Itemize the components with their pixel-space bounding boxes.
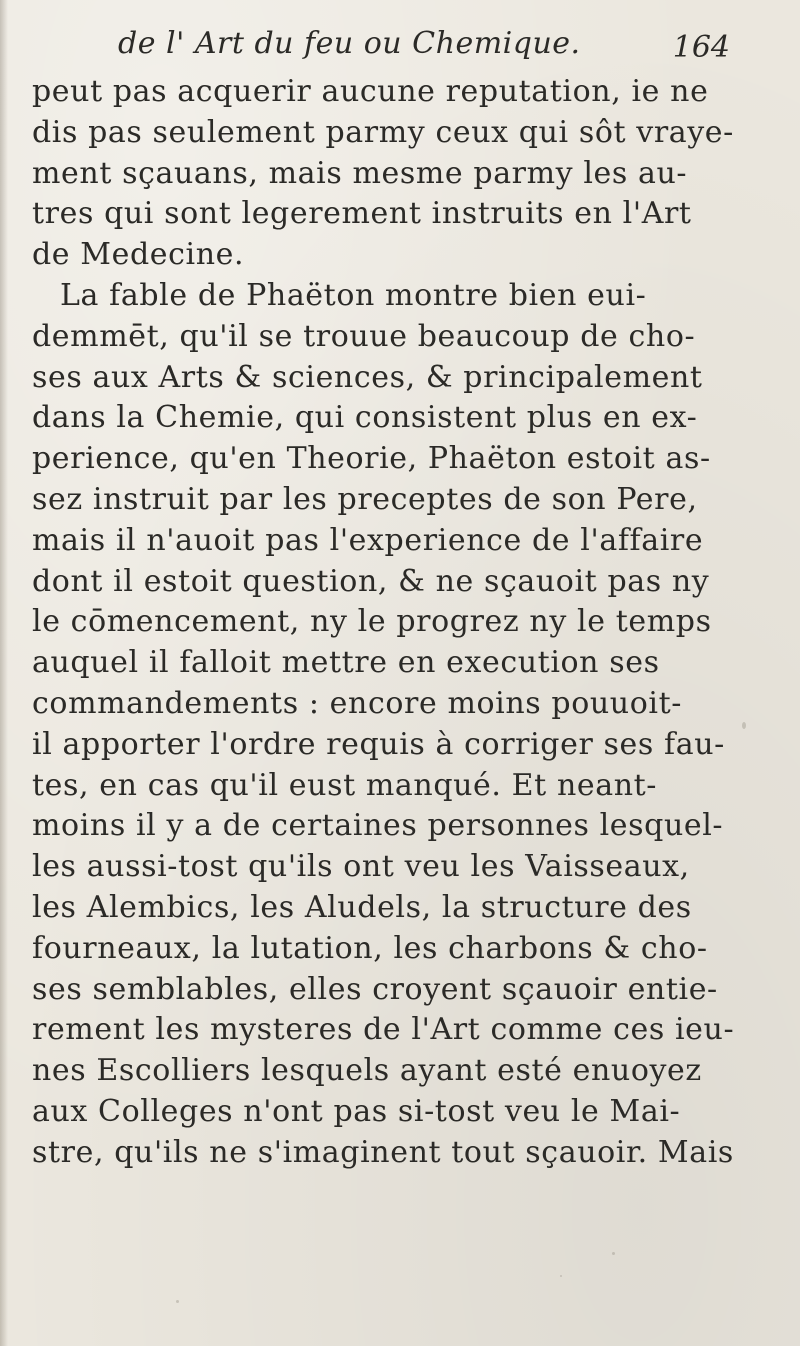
text-line: les Alembics, les Aludels, la structure des — [32, 889, 692, 925]
text-line: les aussi-tost qu'ils ont veu les Vaisseaux, — [32, 849, 690, 885]
text-line: dis pas seulement parmy ceux qui sôt vraye- — [32, 114, 734, 150]
text-line: auquel il falloit mettre en execution ses — [32, 645, 660, 681]
text-line: sez instruit par les preceptes de son Pere, — [32, 481, 698, 517]
text-line: tes, en cas qu'il eust manqué. Et neant- — [32, 767, 658, 803]
text-line: peut pas acquerir aucune reputation, ie ne — [32, 74, 709, 109]
text-line: le cōmencement, ny le progrez ny le temps — [32, 604, 712, 640]
text-line: rement les mysteres de l'Art comme ces ieu- — [32, 1012, 735, 1048]
body-text — [32, 72, 735, 1174]
page-header — [118, 26, 730, 72]
text-line: mais il n'auoit pas l'experience de l'affaire — [32, 522, 704, 558]
text-line: perience, qu'en Theorie, Phaëton estoit as- — [32, 441, 711, 477]
text-line: ses aux Arts & sciences, & principalement — [32, 359, 703, 395]
text-line: dont il estoit question, & ne sçauoit pas ny — [32, 563, 710, 599]
text-line: commandements : encore moins pouuoit- — [32, 685, 682, 721]
text-line: il apporter l'ordre requis à corriger ses fau- — [32, 726, 725, 762]
text-line: dans la Chemie, qui consistent plus en ex- — [32, 400, 698, 436]
text-line: tres qui sont legerement instruits en l'Art — [32, 196, 692, 232]
text-line: de Medecine. — [32, 237, 245, 273]
page-gutter-shadow — [0, 0, 8, 1346]
paper-speck — [742, 722, 746, 729]
text-line: ses semblables, elles croyent sçauoir entie- — [32, 971, 718, 1007]
text-line: demmēt, qu'il se trouue beaucoup de cho- — [32, 318, 696, 354]
text-line: ment sçauans, mais mesme parmy les au- — [32, 155, 688, 191]
text-line: fourneaux, la lutation, les charbons & cho- — [32, 930, 708, 966]
paragraph-start-line: La fable de Phaëton montre bien eui- — [60, 277, 647, 313]
text-line: moins il y a de certaines personnes lesquel- — [32, 808, 724, 844]
page-number: 164 — [672, 30, 730, 65]
paper-speck — [176, 1300, 179, 1303]
paper-speck — [612, 1252, 615, 1255]
running-head: de l' Art du feu ou Chemique. — [118, 26, 581, 61]
text-line: stre, qu'ils ne s'imaginent tout sçauoir. Mais — [32, 1134, 734, 1170]
text-line: aux Colleges n'ont pas si-tost veu le Mai- — [32, 1093, 681, 1129]
paper-speck — [560, 1275, 562, 1277]
text-line: nes Escolliers lesquels ayant esté enuoyez — [32, 1053, 702, 1089]
